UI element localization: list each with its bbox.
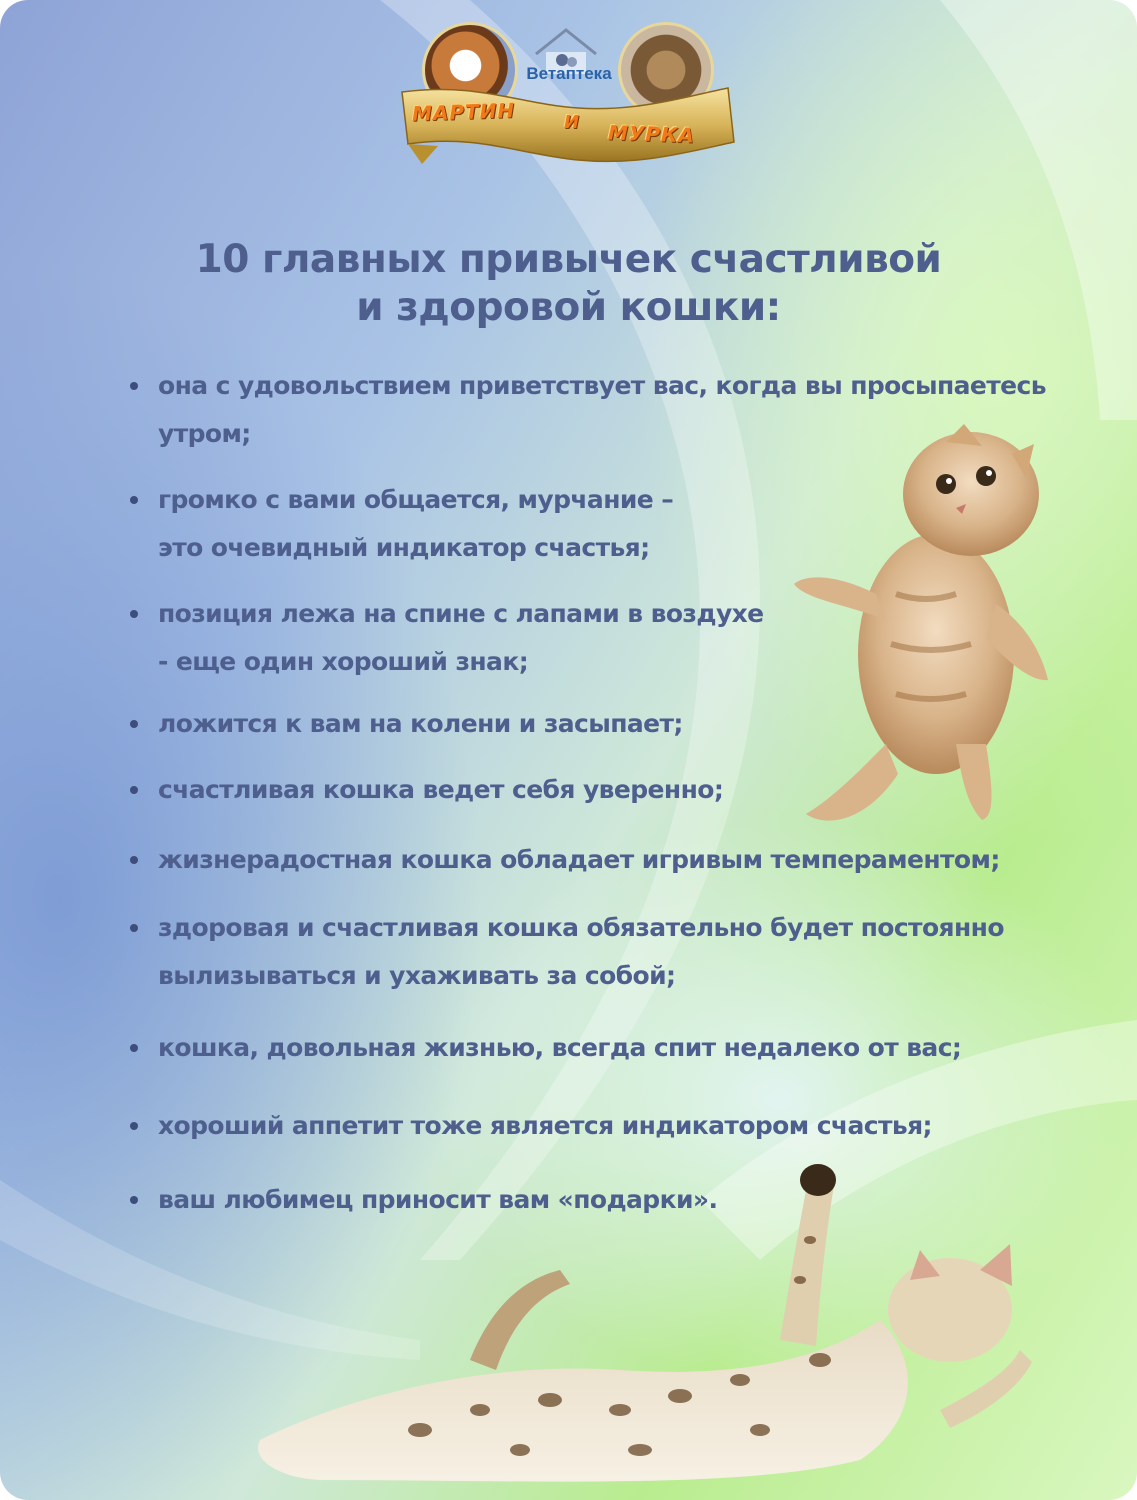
habit-line: позиция лежа на спине с лапами в воздухе (158, 599, 764, 628)
habit-line: вылизываться и ухаживать за собой; (158, 961, 676, 990)
bullet-icon (130, 856, 138, 864)
ribbon-word-and: И (564, 112, 581, 133)
logo (398, 22, 738, 170)
bullet-icon (130, 382, 138, 390)
habit-line: жизнерадостная кошка обладает игривым темпераментом; (158, 845, 1000, 874)
ribbon-word-martin: МАРТИН (411, 98, 516, 126)
title-line-1: 10 главных привычек счастливой (195, 237, 942, 282)
habit-line: счастливая кошка ведет себя уверенно; (158, 775, 724, 804)
habit-line: здоровая и счастливая кошка обязательно будет постоянно (158, 913, 1004, 942)
habit-line: это очевидный индикатор счастья; (158, 533, 650, 562)
pharmacy-label: Ветаптека (526, 64, 612, 83)
habit-line: утром; (158, 419, 251, 448)
habit-line: громко с вами общается, мурчание – (158, 485, 674, 514)
bullet-icon (130, 786, 138, 794)
bullet-icon (130, 1196, 138, 1204)
bullet-icon (130, 1044, 138, 1052)
habit-line: ваш любимец приносит вам «подарки». (158, 1185, 718, 1214)
habit-line: она с удовольствием приветствует вас, когда вы просыпаетесь (158, 371, 1046, 400)
bullet-icon (130, 924, 138, 932)
habit-line: хороший аппетит тоже является индикатором счастья; (158, 1111, 932, 1140)
habit-line: - еще один хороший знак; (158, 647, 529, 676)
bullet-icon (130, 1122, 138, 1130)
kitten-standing-image (786, 424, 1056, 834)
bullet-icon (130, 496, 138, 504)
habit-line: кошка, довольная жизнью, всегда спит недалеко от вас; (158, 1033, 962, 1062)
page-title (150, 236, 987, 332)
cat-lying-image (220, 1160, 1040, 1490)
habit-line: ложится к вам на колени и засыпает; (158, 709, 683, 738)
title-line-2: и здоровой кошки: (356, 285, 781, 330)
bullet-icon (130, 720, 138, 728)
bullet-icon (130, 610, 138, 618)
ribbon-word-murka: МУРКА (607, 120, 696, 148)
